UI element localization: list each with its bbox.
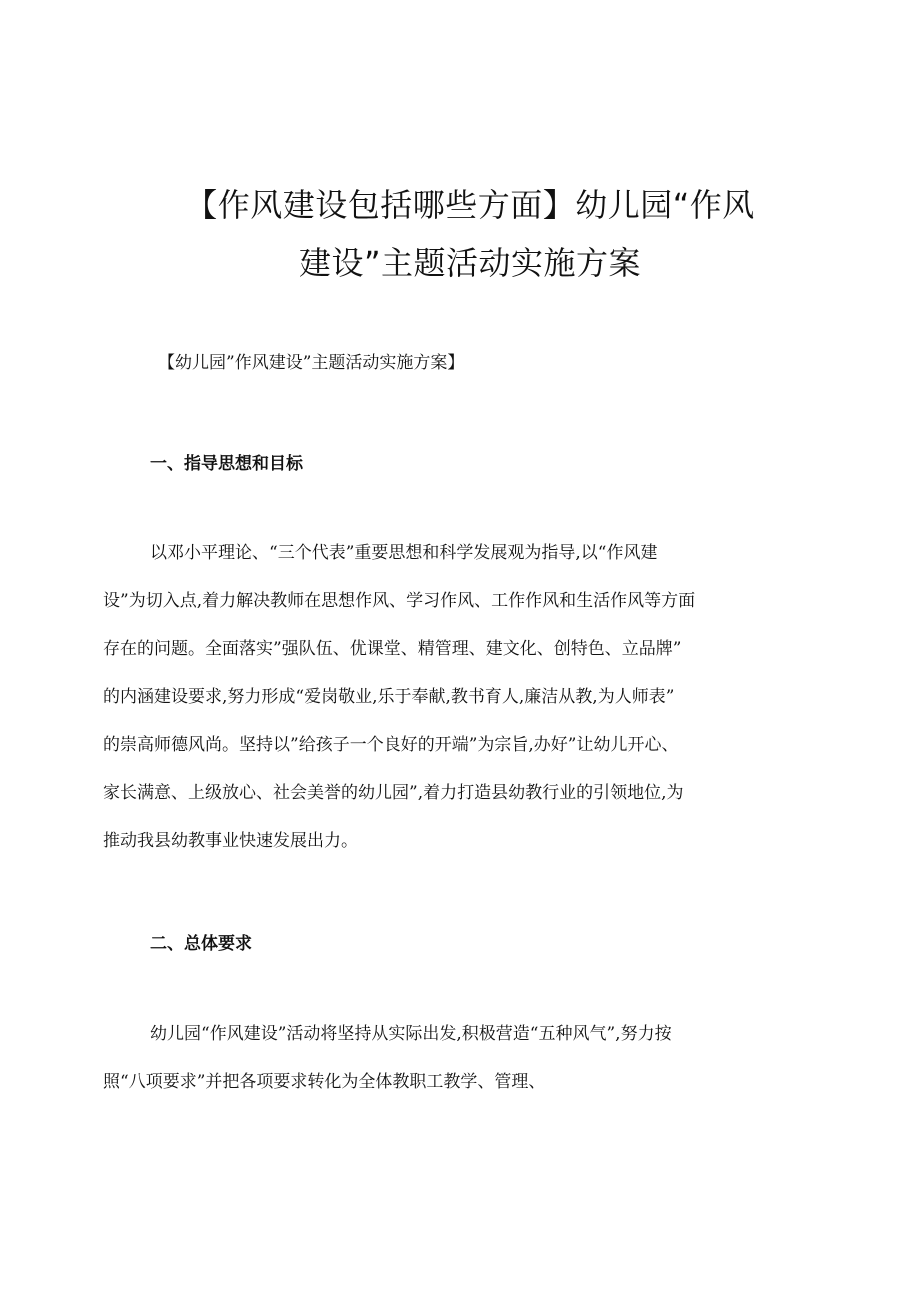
section-paragraph-general-requirements (103, 1010, 815, 1106)
title-line: 【作风建设包括哪些方面】幼儿园“作风 (185, 186, 755, 224)
section-heading-guiding-thought: 一、指导思想和目标 (150, 454, 303, 474)
paragraph-line: 的内涵建设要求,努力形成“爱岗敬业,乐于奉献,教书育人,廉洁从教,为人师表” (103, 687, 675, 707)
paragraph-line: 幼儿园“作风建设”活动将坚持从实际出发,积极营造“五种风气”,努力按 (150, 1024, 672, 1044)
document-subtitle: 【幼儿园”作风建设”主题活动实施方案】 (158, 353, 465, 373)
paragraph-line: 设”为切入点,着力解决教师在思想作风、学习作风、工作作风和生活作风等方面 (103, 591, 696, 611)
paragraph-line: 以邓小平理论、“三个代表”重要思想和科学发展观为指导,以“作风建 (150, 543, 658, 563)
title-line: 建设”主题活动实施方案 (298, 244, 642, 282)
document-title (130, 176, 810, 292)
paragraph-line: 照“八项要求”并把各项要求转化为全体教职工教学、管理、 (103, 1072, 546, 1092)
paragraph-line: 家长满意、上级放心、社会美誉的幼儿园”,着力打造县幼教行业的引领地位,为 (103, 783, 684, 803)
paragraph-line: 的崇高师德风尚。坚持以”给孩子一个良好的开端”为宗旨,办好”让幼儿开心、 (103, 735, 679, 755)
paragraph-line: 推动我县幼教事业快速发展出力。 (103, 831, 358, 851)
paragraph-line: 存在的问题。全面落实”强队伍、优课堂、精管理、建文化、创特色、立品牌” (103, 639, 682, 659)
section-paragraph-guiding-thought (103, 529, 815, 865)
section-heading-general-requirements: 二、总体要求 (150, 934, 252, 954)
